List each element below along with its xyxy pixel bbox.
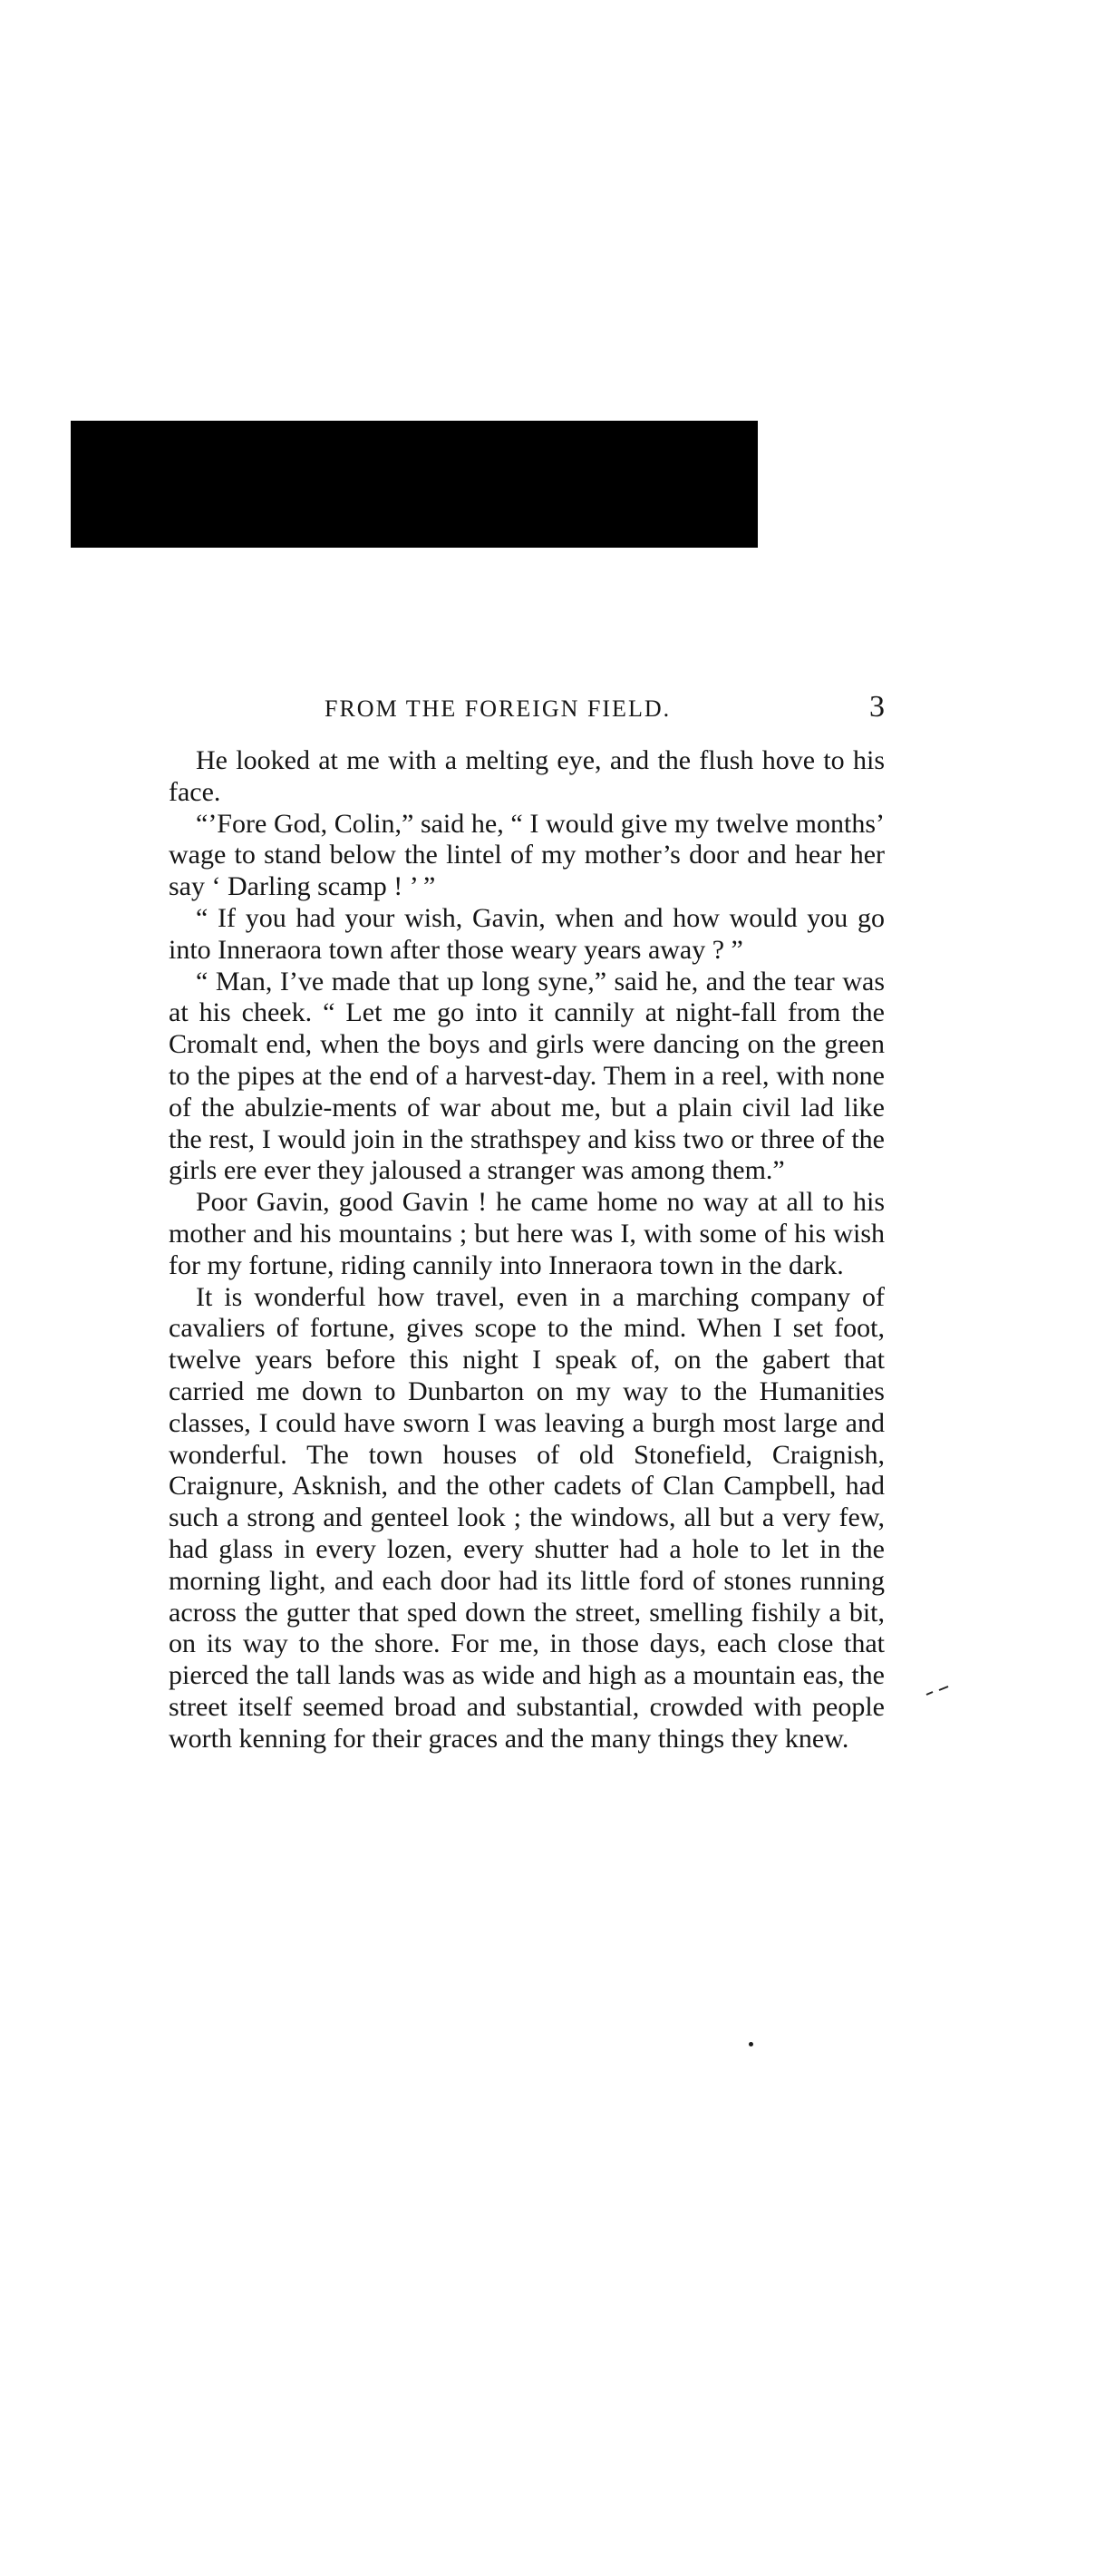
running-title: FROM THE FOREIGN FIELD. — [325, 695, 672, 722]
page-number: 3 — [869, 690, 885, 724]
paragraph-1: He looked at me with a melting eye, and the flush hove to his face. — [169, 745, 885, 807]
paragraph-3: “ If you had your wish, Gavin, when and how would you go into Inneraora town after those weary years away ? ” — [169, 902, 885, 965]
paragraph-4: “ Man, I’ve made that up long syne,” said he, and the tear was at his cheek. “ Let me go into it cannily at night-fall from the Cromalt end, when the boys and girls were dancing on the green to the pipes at the end of a harvest-day. Them in a reel, with none of the abulzie-ments of war about me, but a plain civil lad like the rest, I would join in the strathspey and kiss two or three of the girls ere ever they jaloused a stranger was among them.” — [169, 966, 885, 1186]
paragraph-2: “’Fore God, Colin,” said he, “ I would give my twelve months’ wage to stand below the lintel of my mother’s door and hear her say ‘ Darling scamp ! ’ ” — [169, 808, 885, 902]
paragraph-6: It is wonderful how travel, even in a marching company of cavaliers of fortune, gives scope to the mind. When I set foot, twelve years before this night I speak of, on the gabert that carried me down to Dunbarton on my way to the Humanities classes, I could have sworn I was leaving a burgh most large and wonderful. The town houses of old Stonefield, Craignish, Craignure, Asknish, and the other cadets of Clan Campbell, had such a strong and genteel look ; the windows, all but a very few, had glass in every lozen, every shutter had a hole to let in the morning light, and each door had its little ford of stones running across the gutter that sped down the street, smelling fishily a bit, on its way to the shore. For me, in those days, each close that pierced the tall lands was as wide and high as a mountain eas, the street itself seemed broad and substantial, crowded with people worth kenning for their graces and the many things they knew. — [169, 1281, 885, 1754]
running-head — [169, 691, 885, 727]
stray-dot — [749, 2042, 753, 2046]
redaction-block — [71, 421, 758, 548]
stray-mark — [925, 1685, 950, 1697]
paragraph-5: Poor Gavin, good Gavin ! he came home no way at all to his mother and his mountains ; but here was I, with some of his wish for my fortune, riding cannily into Inneraora town in the dark. — [169, 1187, 885, 1280]
page-body — [169, 745, 885, 1755]
